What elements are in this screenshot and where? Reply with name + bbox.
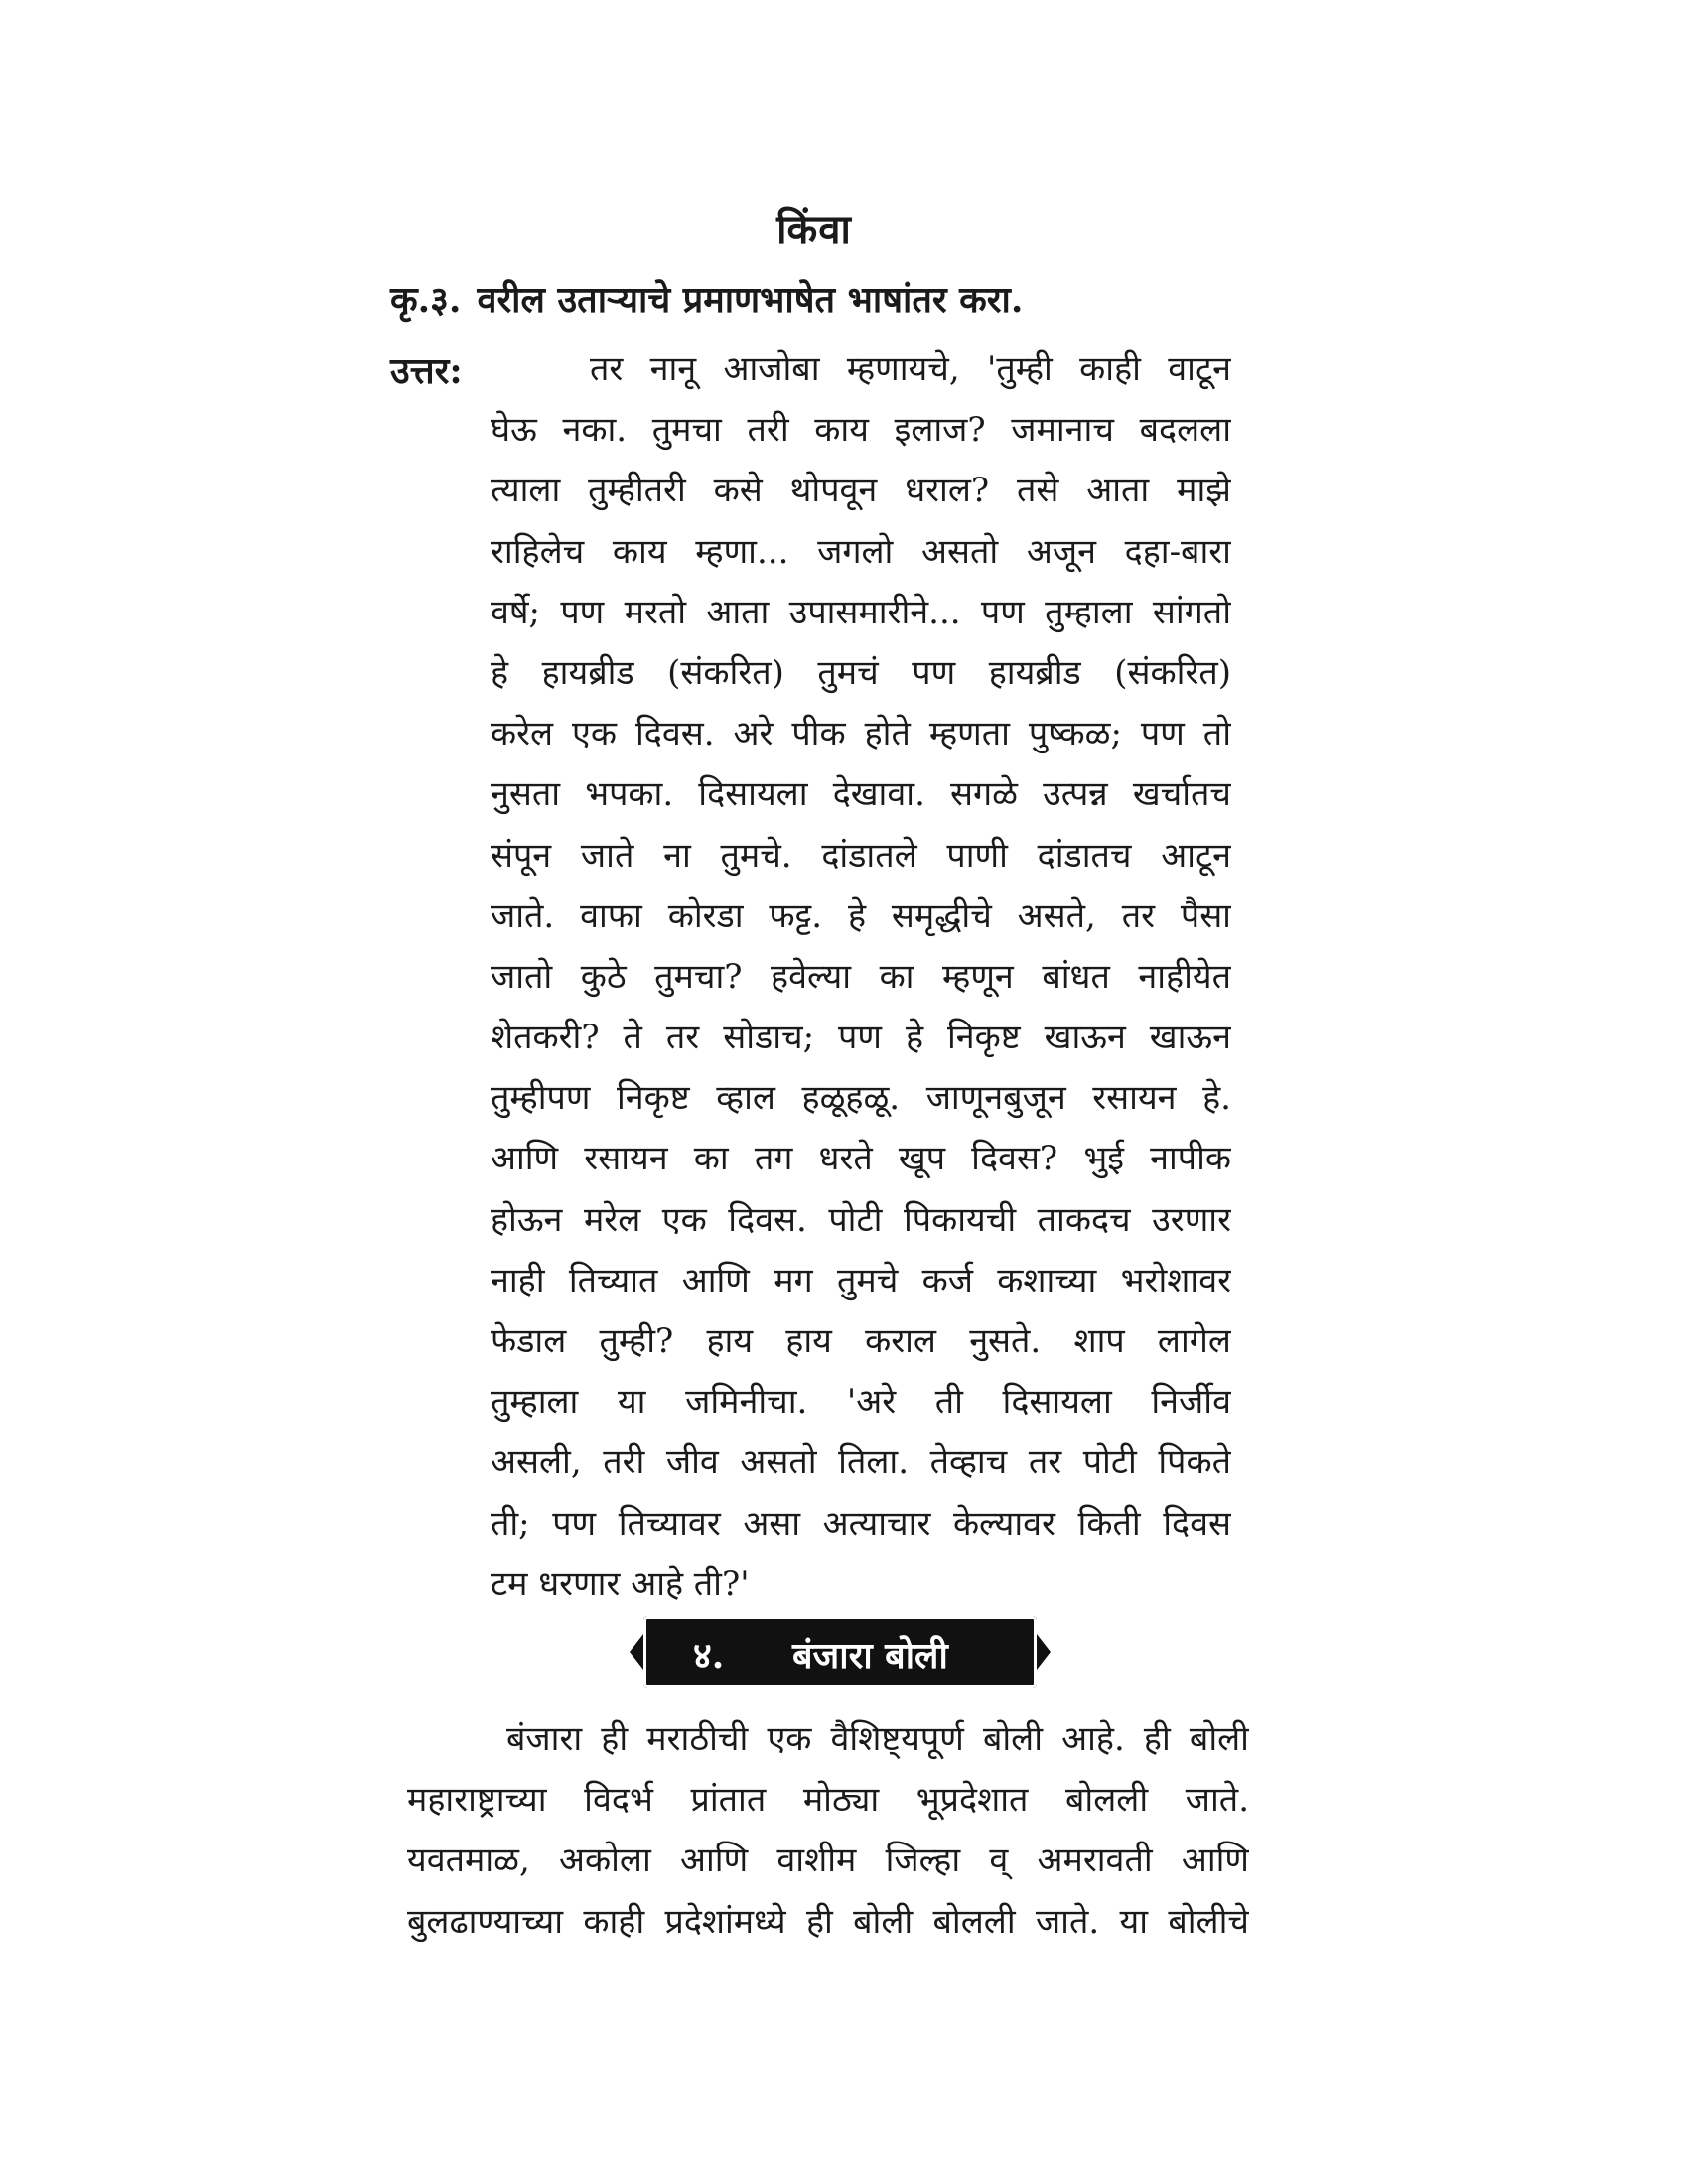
question-heading (390, 274, 1023, 323)
answer-line: शेतकरी? ते तर सोडाच; पण हे निकृष्ट खाऊन खाऊन (491, 1018, 1231, 1058)
chapter-banner (643, 1616, 1037, 1688)
answer-line: वर्षे; पण मरतो आता उपासमारीने... पण तुम्हाला सांगतो (491, 592, 1231, 632)
answer-line: जाते. वाफा कोरडा फट्ट. हे समृद्धीचे असते, तर पैसा (491, 895, 1231, 936)
answer-line: करेल एक दिवस. अरे पीक होते म्हणता पुष्कळ; पण तो (491, 714, 1231, 754)
answer-line: संपून जाते ना तुमचे. दांडातले पाणी दांडातच आटून (491, 835, 1231, 876)
body-line: बुलढाण्याच्या काही प्रदेशांमध्ये ही बोली बोलली जाते. या बोलीचे (407, 1901, 1249, 1942)
chapter-title: बंजारा बोली (792, 1635, 948, 1677)
answer-line: नुसता भपका. दिसायला देखावा. सगळे उत्पन्न खर्चातच (491, 774, 1231, 815)
answer-line: असली, तरी जीव असतो तिला. तेव्हाच तर पोटी पिकते (491, 1442, 1231, 1483)
body-paragraph (407, 1709, 1249, 1953)
answer-label: उत्तर: (390, 350, 463, 392)
body-line: यवतमाळ, अकोला आणि वाशीम जिल्हा व् अमरावती आणि (407, 1841, 1249, 1881)
chapter-number: ४. (693, 1635, 725, 1677)
question-number: कृ.३. (390, 279, 462, 321)
answer-paragraph (491, 340, 1231, 1615)
answer-line: आणि रसायन का तग धरते खूप दिवस? भुई नापीक (491, 1139, 1231, 1179)
answer-line: फेडाल तुम्ही? हाय हाय कराल नुसते. शाप लागेल (491, 1321, 1231, 1361)
question-text: वरील उताऱ्याचे प्रमाणभाषेत भाषांतर करा. (477, 279, 1024, 321)
answer-line: राहिलेच काय म्हणा... जगलो असतो अजून दहा-बारा (491, 531, 1231, 572)
answer-line: नाही तिच्यात आणि मग तुमचे कर्ज कशाच्या भरोशावर (491, 1260, 1231, 1300)
answer-line: ती; पण तिच्यावर असा अत्याचार केल्यावर किती दिवस (491, 1503, 1231, 1544)
body-line: बंजारा ही मराठीची एक वैशिष्ट्यपूर्ण बोली आहे. ही बोली (506, 1719, 1249, 1759)
body-line: महाराष्ट्राच्या विदर्भ प्रांतात मोठ्या भूप्रदेशात बोलली जाते. (407, 1780, 1249, 1821)
answer-line: तर नानू आजोबा म्हणायचे, 'तुम्ही काही वाटून (590, 349, 1231, 389)
answer-line: होऊन मरेल एक दिवस. पोटी पिकायची ताकदच उरणार (491, 1199, 1231, 1240)
answer-line: घेऊ नका. तुमचा तरी काय इलाज? जमानाच बदलला (491, 410, 1231, 451)
or-heading: किंवा (776, 206, 852, 253)
answer-line: तुम्हाला या जमिनीचा. 'अरे ती दिसायला निर्जीव (491, 1382, 1231, 1423)
answer-line: टम धरणार आहे ती?' (491, 1564, 750, 1604)
answer-line: तुम्हीपण निकृष्ट व्हाल हळूहळू. जाणूनबुजून रसायन हे. (491, 1078, 1231, 1119)
answer-line: जातो कुठे तुमचा? हवेल्या का म्हणून बांधत नाहीयेत (491, 956, 1231, 997)
answer-line: हे हायब्रीड (संकरित) तुमचं पण हायब्रीड (संकरित) (491, 652, 1231, 693)
answer-line: त्याला तुम्हीतरी कसे थोपवून धराल? तसे आता माझे (491, 471, 1231, 511)
